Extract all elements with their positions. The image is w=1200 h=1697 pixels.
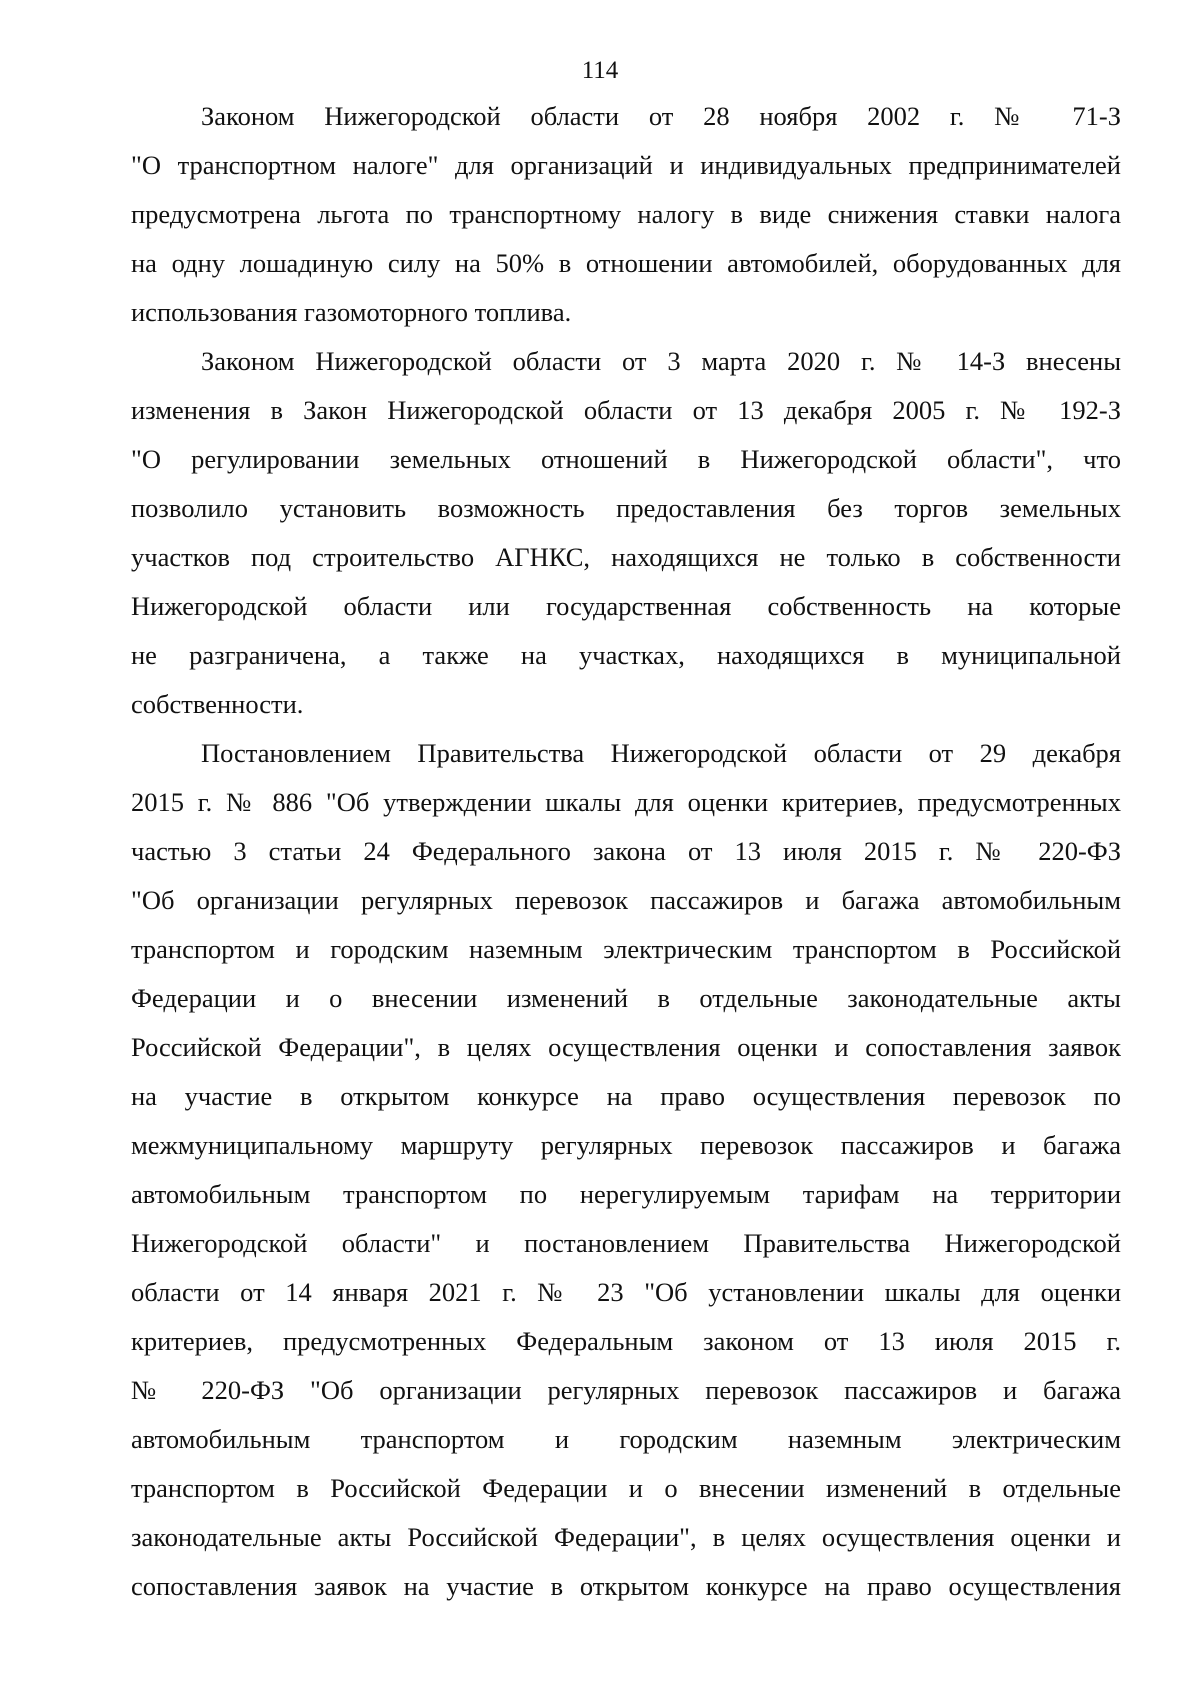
text-line: транспортом в Российской Федерации и о внесении изменений в отдельные [131,1473,1121,1503]
text-line: Нижегородской области или государственная собственность на которые [131,591,1121,621]
text-line: на одну лошадиную силу на 50% в отношении автомобилей, оборудованных для [131,248,1121,278]
page-number: 114 [581,57,619,84]
text-line: позволило установить возможность предоставления без торгов земельных [131,493,1121,523]
text-line: "О транспортном налоге" для организаций и индивидуальных предпринимателей [131,150,1121,180]
document-body [131,92,1121,1611]
text-line: Постановлением Правительства Нижегородской области от 29 декабря [201,738,1121,768]
text-line: использования газомоторного топлива. [131,297,572,327]
text-line: автомобильным транспортом и городским наземным электрическим [131,1424,1121,1454]
text-line: сопоставления заявок на участие в открытом конкурсе на право осуществления [131,1571,1121,1601]
text-line: Законом Нижегородской области от 3 марта 2020 г. № 14-З внесены [201,346,1121,376]
paragraph-transport-tax [131,92,1121,337]
text-line: № 220-ФЗ "Об организации регулярных перевозок пассажиров и багажа [131,1375,1121,1405]
text-line: Законом Нижегородской области от 28 ноября 2002 г. № 71-З [201,101,1121,131]
text-line: транспортом и городским наземным электрическим транспортом в Российской [131,934,1121,964]
text-line: Нижегородской области" и постановлением Правительства Нижегородской [131,1228,1121,1258]
paragraph-land-relations [131,337,1121,729]
text-line: Федерации и о внесении изменений в отдельные законодательные акты [131,983,1121,1013]
text-line: критериев, предусмотренных Федеральным законом от 13 июля 2015 г. [131,1326,1121,1356]
text-line: Российской Федерации", в целях осуществления оценки и сопоставления заявок [131,1032,1121,1062]
text-line: области от 14 января 2021 г. № 23 "Об установлении шкалы для оценки [131,1277,1121,1307]
text-line: изменения в Закон Нижегородской области от 13 декабря 2005 г. № 192-З [131,395,1121,425]
text-line: законодательные акты Российской Федерации", в целях осуществления оценки и [131,1522,1121,1552]
text-line: участков под строительство АГНКС, находящихся не только в собственности [131,542,1121,572]
text-line: предусмотрена льгота по транспортному налогу в виде снижения ставки налога [131,199,1121,229]
paragraph-government-resolutions [131,729,1121,1611]
text-line: "Об организации регулярных перевозок пассажиров и багажа автомобильным [131,885,1121,915]
text-line: межмуниципальному маршруту регулярных перевозок пассажиров и багажа [131,1130,1121,1160]
text-line: частью 3 статьи 24 Федерального закона от 13 июля 2015 г. № 220-ФЗ [131,836,1121,866]
text-line: собственности. [131,689,304,719]
text-line: "О регулировании земельных отношений в Нижегородской области", что [131,444,1121,474]
text-line: автомобильным транспортом по нерегулируемым тарифам на территории [131,1179,1121,1209]
text-line: не разграничена, а также на участках, находящихся в муниципальной [131,640,1121,670]
text-line: на участие в открытом конкурсе на право осуществления перевозок по [131,1081,1121,1111]
text-line: 2015 г. № 886 "Об утверждении шкалы для оценки критериев, предусмотренных [131,787,1121,817]
